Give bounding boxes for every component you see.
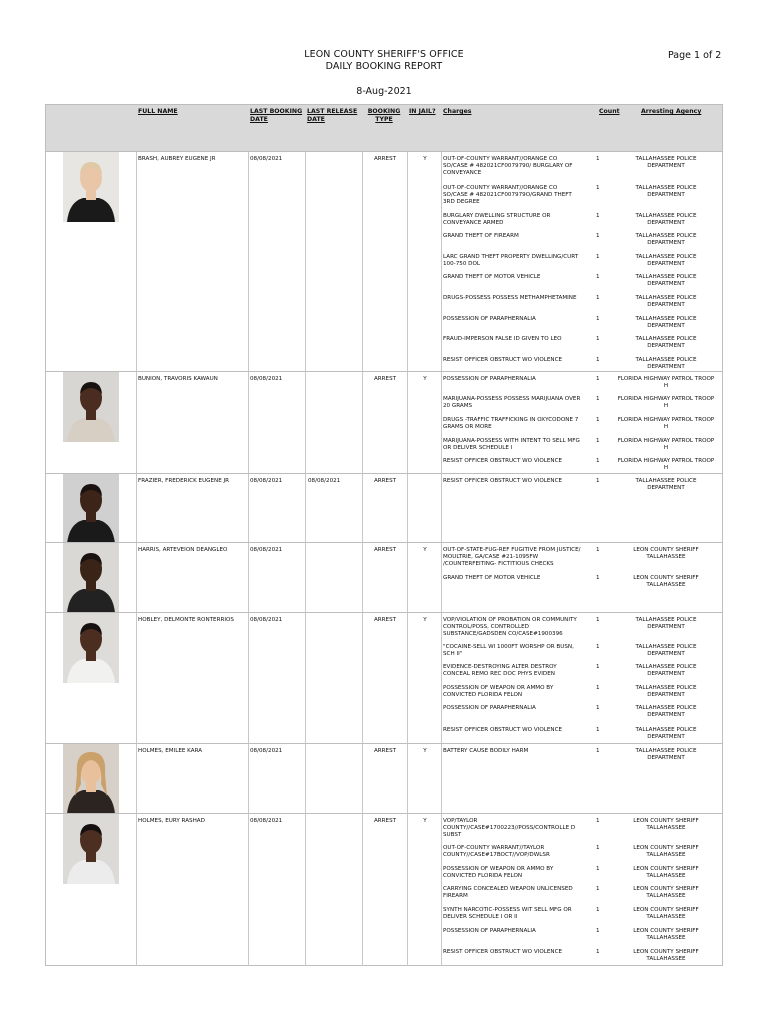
charge-description: VOP/VIOLATION OF PROBATION OR COMMUNITY CONTROL/POSS, CONTROLLED SUBSTANCE/GADSDEN CO/CASE#1900396 xyxy=(443,617,577,637)
booking-photo xyxy=(63,474,119,544)
charge-description: BURGLARY DWELLING STRUCTURE OR CONVEYANCE ARMED xyxy=(443,213,551,226)
booking-date: 08/08/2021 xyxy=(250,156,283,162)
charge-count: 1 xyxy=(596,685,600,691)
arresting-agency: TALLAHASSEE POLICE DEPARTMENT xyxy=(635,185,697,198)
column-header-count: Count xyxy=(599,108,620,115)
charge-description: POSSESSION OF WEAPON OR AMMO BY CONVICTED FLORIDA FELON xyxy=(443,866,554,879)
arresting-agency: FLORIDA HIGHWAY PATROL TROOP H xyxy=(617,417,715,430)
charge-count: 1 xyxy=(596,213,600,219)
table-header xyxy=(46,105,722,151)
booking-date: 08/08/2021 xyxy=(250,547,283,553)
booking-type: ARREST xyxy=(373,156,397,162)
charge-description: MARIJUANA-POSSESS WITH INTENT TO SELL MFG OR DELIVER SCHEDULE I xyxy=(443,438,580,451)
charge-description: RESIST OFFICER OBSTRUCT WO VIOLENCE xyxy=(443,727,563,733)
booking-date: 08/08/2021 xyxy=(250,818,283,824)
charge-count: 1 xyxy=(596,254,600,260)
booking-type: ARREST xyxy=(373,376,397,382)
arresting-agency: TALLAHASSEE POLICE DEPARTMENT xyxy=(635,685,697,698)
arresting-agency: TALLAHASSEE POLICE DEPARTMENT xyxy=(635,644,697,657)
charge-description: SYNTH NARCOTIC-POSSESS WIT SELL MFG OR DELIVER SCHEDULE I OR II xyxy=(443,907,572,920)
in-jail-status: Y xyxy=(423,376,427,382)
booking-date: 08/08/2021 xyxy=(250,376,283,382)
in-jail-status: Y xyxy=(423,748,427,754)
charge-description: RESIST OFFICER OBSTRUCT WO VIOLENCE xyxy=(443,357,563,363)
column-header-booking-type: BOOKING TYPE xyxy=(367,108,401,123)
charge-description: RESIST OFFICER OBSTRUCT WO VIOLENCE xyxy=(443,458,563,464)
arresting-agency: LEON COUNTY SHERIFF TALLAHASSEE xyxy=(633,886,699,899)
charge-description: GRAND THEFT OF MOTOR VEHICLE xyxy=(443,575,541,581)
table-row xyxy=(46,542,722,612)
in-jail-status: Y xyxy=(423,818,427,824)
report-title: DAILY BOOKING REPORT xyxy=(325,61,443,72)
booking-type: ARREST xyxy=(373,818,397,824)
booking-date: 08/08/2021 xyxy=(250,617,283,623)
column-header-name: FULL NAME xyxy=(138,108,178,115)
charge-count: 1 xyxy=(596,295,600,301)
arresting-agency: TALLAHASSEE POLICE DEPARTMENT xyxy=(635,336,697,349)
charge-count: 1 xyxy=(596,458,600,464)
column-header-release-date: LAST RELEASE DATE xyxy=(307,108,358,123)
arresting-agency: TALLAHASSEE POLICE DEPARTMENT xyxy=(635,274,697,287)
charge-count: 1 xyxy=(596,357,600,363)
charge-count: 1 xyxy=(596,644,600,650)
charge-description: RESIST OFFICER OBSTRUCT WO VIOLENCE xyxy=(443,949,563,955)
charge-count: 1 xyxy=(596,617,600,623)
charge-description: FRAUD-IMPERSON FALSE ID GIVEN TO LEO xyxy=(443,336,562,342)
charge-count: 1 xyxy=(596,949,600,955)
arresting-agency: FLORIDA HIGHWAY PATROL TROOP H xyxy=(617,396,715,409)
arresting-agency: TALLAHASSEE POLICE DEPARTMENT xyxy=(635,233,697,246)
arresting-agency: TALLAHASSEE POLICE DEPARTMENT xyxy=(635,295,697,308)
charge-count: 1 xyxy=(596,845,600,851)
booking-photo xyxy=(63,744,119,814)
charge-description: BATTERY CAUSE BODILY HARM xyxy=(443,748,529,754)
column-header-booking-date: LAST BOOKING DATE xyxy=(250,108,303,123)
booking-type: ARREST xyxy=(373,478,397,484)
charge-count: 1 xyxy=(596,575,600,581)
charge-count: 1 xyxy=(596,928,600,934)
charge-count: 1 xyxy=(596,664,600,670)
charge-count: 1 xyxy=(596,886,600,892)
table-row xyxy=(46,473,722,542)
inmate-name: BUNION, TRAVORIS KAWAUN xyxy=(138,376,218,382)
arresting-agency: LEON COUNTY SHERIFF TALLAHASSEE xyxy=(633,547,699,560)
arresting-agency: TALLAHASSEE POLICE DEPARTMENT xyxy=(635,316,697,329)
arresting-agency: TALLAHASSEE POLICE DEPARTMENT xyxy=(635,705,697,718)
arresting-agency: TALLAHASSEE POLICE DEPARTMENT xyxy=(635,213,697,226)
column-header-in-jail: IN JAIL? xyxy=(409,108,436,115)
charge-count: 1 xyxy=(596,547,600,553)
table-row xyxy=(46,612,722,743)
inmate-name: HARRIS, ARTEVEION DEANGLEO xyxy=(138,547,228,553)
charge-description: EVIDENCE-DESTROYING ALTER DESTROY CONCEAL REMO REC DOC PHYS EVIDEN xyxy=(443,664,557,677)
arresting-agency: LEON COUNTY SHERIFF TALLAHASSEE xyxy=(633,575,699,588)
table-row xyxy=(46,371,722,473)
in-jail-status: Y xyxy=(423,156,427,162)
arresting-agency: TALLAHASSEE POLICE DEPARTMENT xyxy=(635,357,697,370)
charge-description: LARC GRAND THEFT PROPERTY DWELLING/CURT 100-750 DOL xyxy=(443,254,579,267)
charge-count: 1 xyxy=(596,233,600,239)
table-row xyxy=(46,743,722,813)
charge-description: OUT-OF-STATE-FUG-REF FUGITIVE FROM JUSTICE/ MOULTRIE, GA/CASE #21-1095FW /COUNTERFEITING- FICTITIOUS CHECKS xyxy=(443,547,581,567)
charge-description: POSSESSION OF PARAPHERNALIA xyxy=(443,376,536,382)
arresting-agency: LEON COUNTY SHERIFF TALLAHASSEE xyxy=(633,949,699,962)
charge-count: 1 xyxy=(596,727,600,733)
booking-photo xyxy=(63,152,119,222)
inmate-name: FRAZIER, FREDERICK EUGENE JR xyxy=(138,478,230,484)
charge-description: POSSESSION OF WEAPON OR AMMO BY CONVICTED FLORIDA FELON xyxy=(443,685,554,698)
charge-count: 1 xyxy=(596,478,600,484)
charge-description: POSSESSION OF PARAPHERNALIA xyxy=(443,705,536,711)
office-name: LEON COUNTY SHERIFF'S OFFICE xyxy=(304,49,464,60)
arresting-agency: LEON COUNTY SHERIFF TALLAHASSEE xyxy=(633,818,699,831)
charge-count: 1 xyxy=(596,866,600,872)
in-jail-status: Y xyxy=(423,617,427,623)
inmate-name: BRASH, AUBREY EUGENE JR xyxy=(138,156,216,162)
charge-count: 1 xyxy=(596,316,600,322)
charge-count: 1 xyxy=(596,417,600,423)
in-jail-status: Y xyxy=(423,547,427,553)
inmate-name: HOLMES, EURY RASHAD xyxy=(138,818,205,824)
arresting-agency: LEON COUNTY SHERIFF TALLAHASSEE xyxy=(633,928,699,941)
booking-type: ARREST xyxy=(373,547,397,553)
booking-table xyxy=(45,104,723,966)
arresting-agency: LEON COUNTY SHERIFF TALLAHASSEE xyxy=(633,907,699,920)
booking-type: ARREST xyxy=(373,748,397,754)
charge-count: 1 xyxy=(596,185,600,191)
charge-description: MARIJUANA-POSSESS POSSESS MARIJUANA OVER 20 GRAMS xyxy=(443,396,581,409)
booking-date: 08/08/2021 xyxy=(250,748,283,754)
arresting-agency: TALLAHASSEE POLICE DEPARTMENT xyxy=(635,156,697,169)
column-header-agency: Arresting Agency xyxy=(641,108,702,115)
charge-description: RESIST OFFICER OBSTRUCT WO VIOLENCE xyxy=(443,478,563,484)
arresting-agency: FLORIDA HIGHWAY PATROL TROOP H xyxy=(617,438,715,451)
table-row xyxy=(46,813,722,966)
charge-description: GRAND THEFT OF FIREARM xyxy=(443,233,519,239)
arresting-agency: LEON COUNTY SHERIFF TALLAHASSEE xyxy=(633,845,699,858)
charge-description: OUT-OF-COUNTY WARRANT//ORANGE CO SO/CASE # 482021CF007979O/GRAND THEFT 3RD DEGREE xyxy=(443,185,572,205)
charge-description: "COCAINE-SELL WI 1000FT WORSHP OR BUSN, SCH II" xyxy=(443,644,574,657)
booking-type: ARREST xyxy=(373,617,397,623)
charge-count: 1 xyxy=(596,336,600,342)
booking-photo xyxy=(63,543,119,613)
arresting-agency: FLORIDA HIGHWAY PATROL TROOP H xyxy=(617,458,715,471)
arresting-agency: FLORIDA HIGHWAY PATROL TROOP H xyxy=(617,376,715,389)
charge-count: 1 xyxy=(596,748,600,754)
charge-description: CARRYING CONCEALED WEAPON UNLICENSED FIREARM xyxy=(443,886,573,899)
charge-count: 1 xyxy=(596,818,600,824)
arresting-agency: TALLAHASSEE POLICE DEPARTMENT xyxy=(635,254,697,267)
charge-count: 1 xyxy=(596,438,600,444)
charge-description: POSSESSION OF PARAPHERNALIA xyxy=(443,316,536,322)
charge-count: 1 xyxy=(596,156,600,162)
booking-photo xyxy=(63,613,119,683)
booking-photo xyxy=(63,814,119,884)
charge-description: GRAND THEFT OF MOTOR VEHICLE xyxy=(443,274,541,280)
inmate-name: HOLMES, EMILEE KARA xyxy=(138,748,203,754)
charge-description: POSSESSION OF PARAPHERNALIA xyxy=(443,928,536,934)
charge-description: OUT-OF-COUNTY WARRANT//ORANGE CO SO/CASE # 482021CF0079790/ BURGLARY OF CONVEYANCE xyxy=(443,156,573,176)
charge-count: 1 xyxy=(596,907,600,913)
inmate-name: HOBLEY, DELMONTE RONTERRIOS xyxy=(138,617,234,623)
arresting-agency: TALLAHASSEE POLICE DEPARTMENT xyxy=(635,617,697,630)
arresting-agency: TALLAHASSEE POLICE DEPARTMENT xyxy=(635,478,697,491)
booking-date: 08/08/2021 xyxy=(250,478,283,484)
report-header xyxy=(0,49,768,73)
column-header-charges: Charges xyxy=(443,108,472,115)
arresting-agency: LEON COUNTY SHERIFF TALLAHASSEE xyxy=(633,866,699,879)
charge-count: 1 xyxy=(596,274,600,280)
charge-description: OUT-OF-COUNTY WARRANT//TAYLOR COUNTY//CASE#17BOCT//VOP/DWLSR xyxy=(443,845,550,858)
charge-description: DRUGS -TRAFFIC TRAFFICKING IN OXYCODONE 7 GRAMS OR MORE xyxy=(443,417,579,430)
charge-description: VOP/TAYLOR COUNTY//CASE#1700223//POSS/CONTROLLE D SUBST xyxy=(443,818,576,838)
table-row xyxy=(46,151,722,371)
booking-photo xyxy=(63,372,119,442)
charge-count: 1 xyxy=(596,705,600,711)
arresting-agency: TALLAHASSEE POLICE DEPARTMENT xyxy=(635,748,697,761)
release-date: 08/08/2021 xyxy=(308,478,341,484)
charge-count: 1 xyxy=(596,376,600,382)
arresting-agency: TALLAHASSEE POLICE DEPARTMENT xyxy=(635,727,697,740)
charge-description: DRUGS-POSSESS POSSESS METHAMPHETAMINE xyxy=(443,295,577,301)
report-date: 8-Aug-2021 xyxy=(356,86,412,97)
page-number: Page 1 of 2 xyxy=(668,50,722,61)
arresting-agency: TALLAHASSEE POLICE DEPARTMENT xyxy=(635,664,697,677)
charge-count: 1 xyxy=(596,396,600,402)
